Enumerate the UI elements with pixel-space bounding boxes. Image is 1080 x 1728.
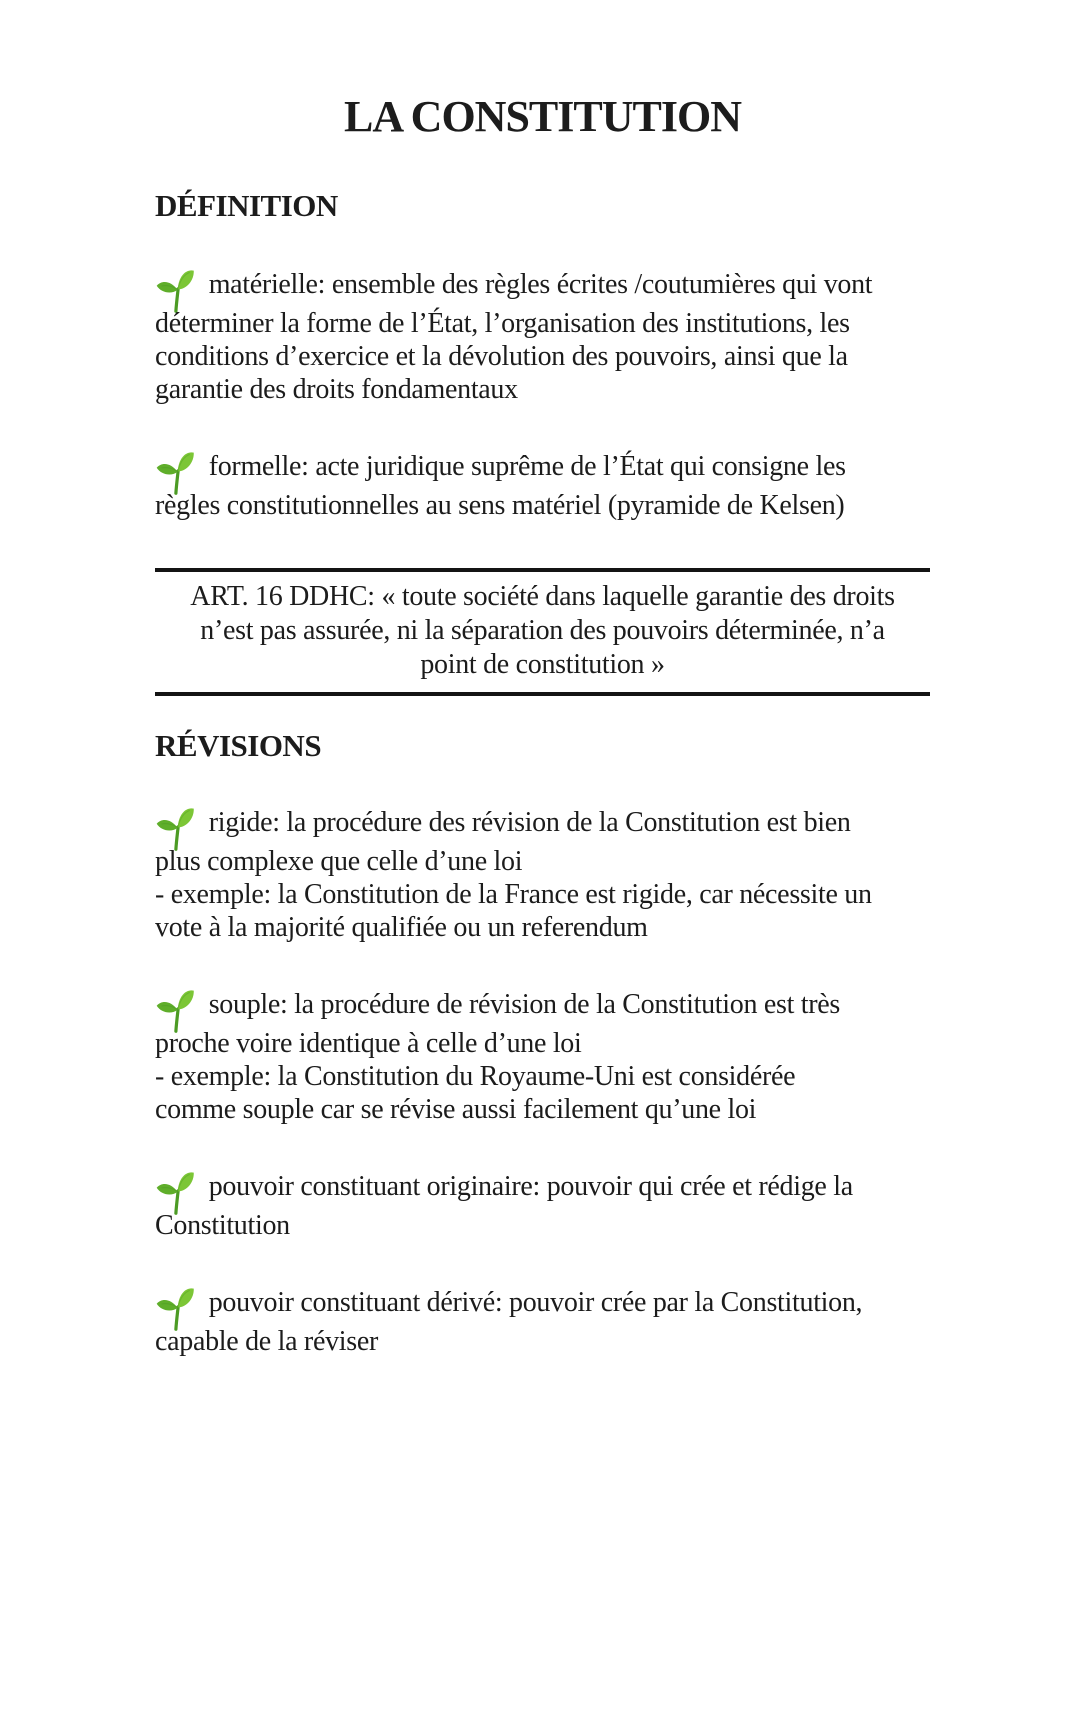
quote-line: ART. 16 DDHC: « toute société dans laquelle garantie des droits bbox=[190, 581, 895, 612]
bullet-souple bbox=[155, 988, 930, 1126]
seedling-icon bbox=[155, 1281, 195, 1331]
note-text: déterminer la forme de l’État, l’organisation des institutions, les bbox=[155, 308, 850, 339]
note-text: plus complexe que celle d’une loi bbox=[155, 846, 523, 877]
seedling-icon bbox=[155, 263, 195, 313]
note-text: formelle: acte juridique suprême de l’État qui consigne les bbox=[208, 451, 846, 482]
note-text: garantie des droits fondamentaux bbox=[155, 374, 518, 405]
note-text: pouvoir constituant dérivé: pouvoir crée par la Constitution, bbox=[208, 1287, 863, 1318]
note-text: - exemple: la Constitution de la France est rigide, car nécessite un bbox=[155, 879, 872, 910]
bullet-pouvoir-originaire bbox=[155, 1170, 930, 1242]
page-title: LA CONSTITUTION bbox=[343, 92, 741, 141]
note-text: matérielle: ensemble des règles écrites /coutumières qui vont bbox=[208, 269, 873, 300]
note-text: pouvoir constituant originaire: pouvoir qui crée et rédige la bbox=[208, 1171, 853, 1202]
note-line bbox=[155, 1060, 930, 1093]
note-line bbox=[155, 450, 930, 489]
note-text: souple: la procédure de révision de la Constitution est très bbox=[208, 989, 840, 1020]
note-line bbox=[155, 1027, 930, 1060]
note-line bbox=[155, 1093, 930, 1126]
quote-line: point de constitution » bbox=[420, 649, 665, 680]
note-line bbox=[155, 878, 930, 911]
note-line bbox=[155, 1286, 930, 1325]
note-line bbox=[155, 911, 930, 944]
seedling-icon bbox=[155, 445, 195, 495]
note-text: Constitution bbox=[155, 1210, 290, 1241]
seedling-icon bbox=[155, 1165, 195, 1215]
note-line bbox=[155, 988, 930, 1027]
seedling-icon bbox=[155, 801, 195, 851]
section-heading-revisions: RÉVISIONS bbox=[155, 728, 322, 763]
note-line bbox=[155, 373, 930, 406]
note-text: règles constitutionnelles au sens matériel (pyramide de Kelsen) bbox=[155, 490, 845, 521]
note-text: conditions d’exercice et la dévolution des pouvoirs, ainsi que la bbox=[155, 341, 848, 372]
note-text: capable de la réviser bbox=[155, 1326, 379, 1357]
note-line bbox=[155, 340, 930, 373]
note-line bbox=[155, 307, 930, 340]
bullet-materielle bbox=[155, 268, 930, 406]
note-line bbox=[155, 845, 930, 878]
note-text: comme souple car se révise aussi facilement qu’une loi bbox=[155, 1094, 757, 1125]
note-line bbox=[155, 1170, 930, 1209]
note-line bbox=[155, 1325, 930, 1358]
note-text: rigide: la procédure des révision de la Constitution est bien bbox=[208, 807, 851, 838]
note-text: vote à la majorité qualifiée ou un referendum bbox=[155, 912, 648, 943]
bullet-rigide bbox=[155, 806, 930, 944]
seedling-icon bbox=[155, 983, 195, 1033]
section-heading-definition: DÉFINITION bbox=[155, 188, 338, 223]
quote-line: n’est pas assurée, ni la séparation des pouvoirs déterminée, n’a bbox=[200, 615, 885, 646]
bullet-formelle bbox=[155, 450, 930, 522]
note-line bbox=[155, 806, 930, 845]
quote-art16-ddhc bbox=[155, 568, 930, 696]
note-line bbox=[155, 268, 930, 307]
note-line bbox=[155, 1209, 930, 1242]
note-text: - exemple: la Constitution du Royaume-Uni est considérée bbox=[155, 1061, 796, 1092]
note-line bbox=[155, 489, 930, 522]
bullet-pouvoir-derive bbox=[155, 1286, 930, 1358]
note-text: proche voire identique à celle d’une loi bbox=[155, 1028, 582, 1059]
